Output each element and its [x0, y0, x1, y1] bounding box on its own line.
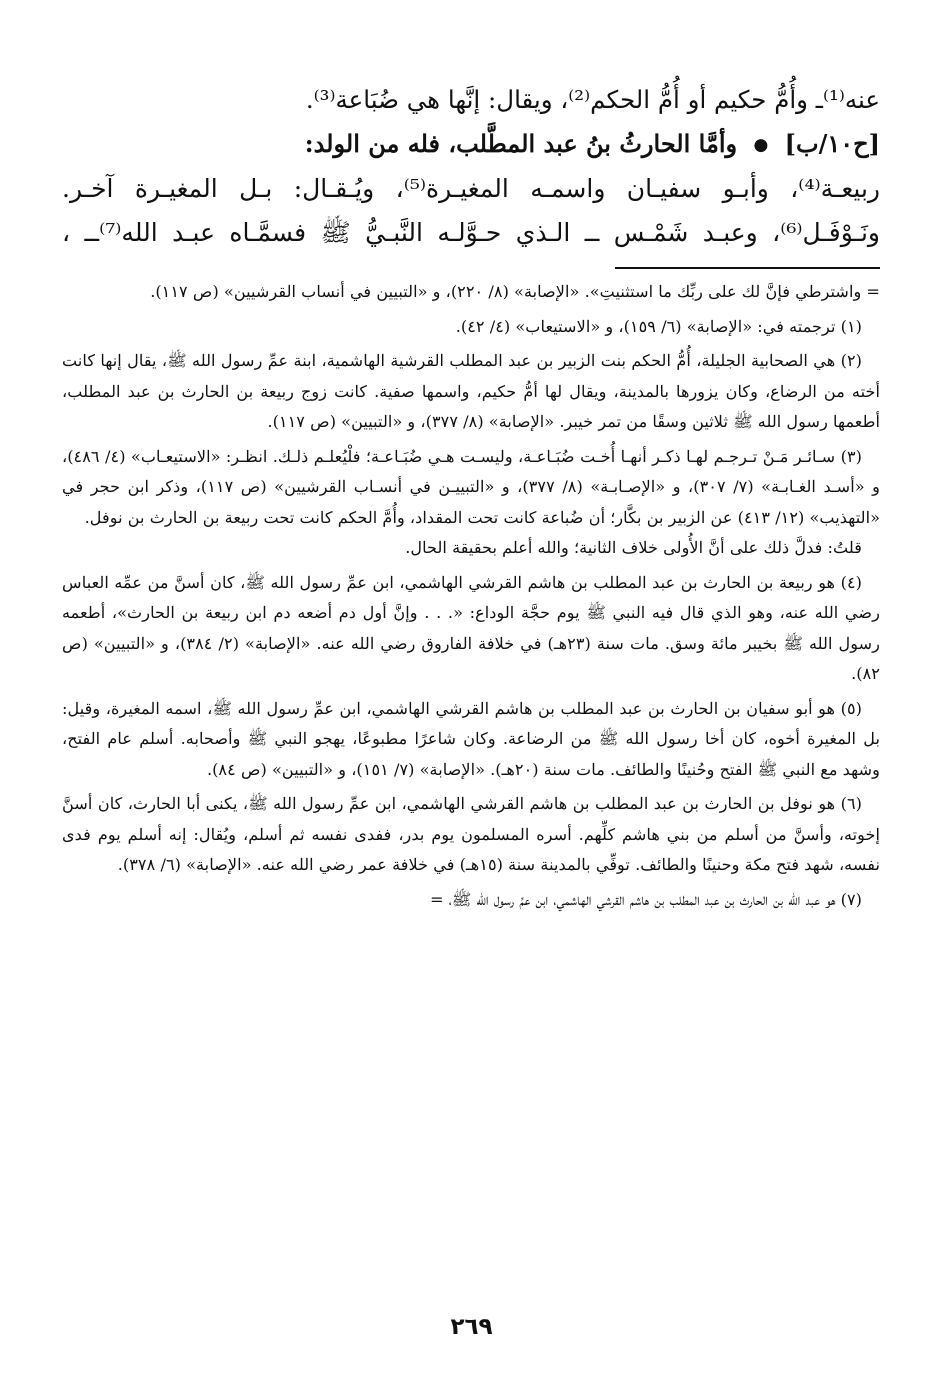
footnote-5: (٥) هو أبو سفيان بن الحارث بن عبد المطلب بن هاشم القرشي الهاشمي، ابن عمِّ رسول الله ﷺ، اسمه المغيرة، وقيل: بل المغيرة أخوه، كان أخا رسول الله ﷺ من الرضاعة. وكان شاعرًا مطبوعًا، يهجو النبي ﷺ وأصحابه. أسلم عام الفتح، وشهد مع النبي ﷺ الفتح وحُنينًا والطائف. مات سنة (٢٠هـ). «الإصابة» (٧/ ١٥١)، و «التبيين» (ص ٨٤).: [62, 698, 880, 779]
footnote-3: (٣) سـائـر مَـنْ تـرجـم لهـا ذكـر أنهـا أُخـت ضُبَـاعـة، وليسـت هـي ضُبَـاعـة؛ فلْيُعلـم ذلـك. انظـر: «الاستيعـاب» (٤/ ٤٨٦)، و «أسـد الغـابـة» (٧/ ٣٠٧)، و «الإصـابـة» (٨/ ٣٧٧)، و «التبييـن في أنسـاب القرشيين» (ص ١١٧)، وذكر ابن حجر في «التهذيب» (١٢/ ٤١٣) عن الزبير بن بكَّار؛ أن ضُباعة كانت تحت المقداد، وأُمَّ الحكم كانت تحت ربيعة بن الحارث بن نوفل.: [62, 446, 880, 527]
section-heading: [62, 124, 880, 165]
footnote-6: (٦) هو نوفل بن الحارث بن عبد المطلب بن هاشم القرشي الهاشمي، ابن عمِّ رسول الله ﷺ، يكنى أبا الحارث، كان أسنَّ إخوته، وأسنَّ من أسلم من بني هاشم كلِّهم. أسره المسلمون يوم بدر، ففدى نفسه ثم أسلم، ويُقال: إنه أسلم يوم فدى نفسه، شهد فتح مكة وحنينًا والطائف. توفِّي بالمدينة سنة (١٥هـ) في خلافة عمر رضي الله عنه. «الإصابة» (٦/ ٣٧٨).: [62, 794, 880, 874]
footnote-divider: [615, 267, 880, 269]
manuscript-folio-ref: [ح١٠/ب]: [784, 129, 880, 158]
main-line-1: عنه⁽¹⁾ـ وأُمُّ حكيم أو أُمُّ الحكم⁽²⁾، ويقال: إنَّها هي ضُبَاعة⁽³⁾.: [305, 85, 880, 114]
footnote-7: (٧) هو عبد الله بن الحارث بن عبد المطلب بن هاشم القرشي الهاشمي، ابن عمِّ رسول الله ﷺ، =: [429, 889, 862, 909]
page-number: ٢٦٩: [450, 1314, 493, 1340]
footnote-1: (١) ترجمته في: «الإصابة» (٦/ ١٥٩)، و «الاستيعاب» (٤/ ٤٢).: [455, 316, 862, 336]
main-line-3: ربيعـة⁽⁴⁾، وأبـو سفيـان واسمـه المغيـرة⁽⁵⁾، ويُـقـال: بـل المغيـرة آخـر.: [62, 174, 880, 203]
footnote-3-remark: قلتُ: فدلَّ ذلك على أنَّ الأُولى خلاف الثانية؛ والله أعلم بحقيقة الحال.: [405, 538, 862, 557]
heading-text: وأمَّا الحارثُ بنُ عبد المطَّلب، فله من الولد:: [304, 129, 738, 158]
book-page: [62, 80, 880, 915]
footnote-2: (٢) هي الصحابية الجليلة، أُمُّ الحكم بنت الزبير بن عبد المطلب القرشية الهاشمية، ابنة عمِّ رسول الله ﷺ، يقال إنها كانت أخته من الرضاع، وكان يزورها بالمدينة، ويقال لها أمُّ حكيم، واسمها صفية. كانت زوج ربيعة بن الحارث بن عبد المطلب، أطعمها رسول الله ﷺ ثلاثين وسقًا من تمر خيبر. «الإصابة» (٨/ ٣٧٧)، و «التبيين» (ص ١١٧).: [62, 351, 880, 431]
main-line-4: ونَـوْفَـل⁽⁶⁾، وعبـد شَمْـس ــ الـذي حـوَّلـه النَّبـيُّ ﷺ فسمَّـاه عبـد الله⁽⁷⁾ــ ،: [62, 218, 880, 247]
footnote-continuation: = واشترطي فإنَّ لك على ربِّك ما استثنيتِ». «الإصابة» (٨/ ٢٢٠)، و «التبيين في أنساب القرشيين» (ص ١١٧).: [150, 282, 880, 301]
bullet-icon: ●: [753, 135, 769, 155]
footnotes: [62, 277, 880, 915]
main-text: [62, 80, 880, 253]
footnote-4: (٤) هو ربيعة بن الحارث بن عبد المطلب بن هاشم القرشي الهاشمي، ابن عمِّ رسول الله ﷺ، كان أسنَّ من عمِّه العباس رضي الله عنه، وهو الذي قال فيه النبي ﷺ يوم حجَّة الوداع: «. . . وإنَّ أول دم أضعه دم ابن ربيعة بن الحارث»، أطعمه رسول الله ﷺ بخيبر مائة وسق. مات سنة (٢٣هـ) في خلافة الفاروق رضي الله عنه. «الإصابة» (٢/ ٣٨٤)، و «التبيين» (ص ٨٢).: [62, 572, 880, 683]
